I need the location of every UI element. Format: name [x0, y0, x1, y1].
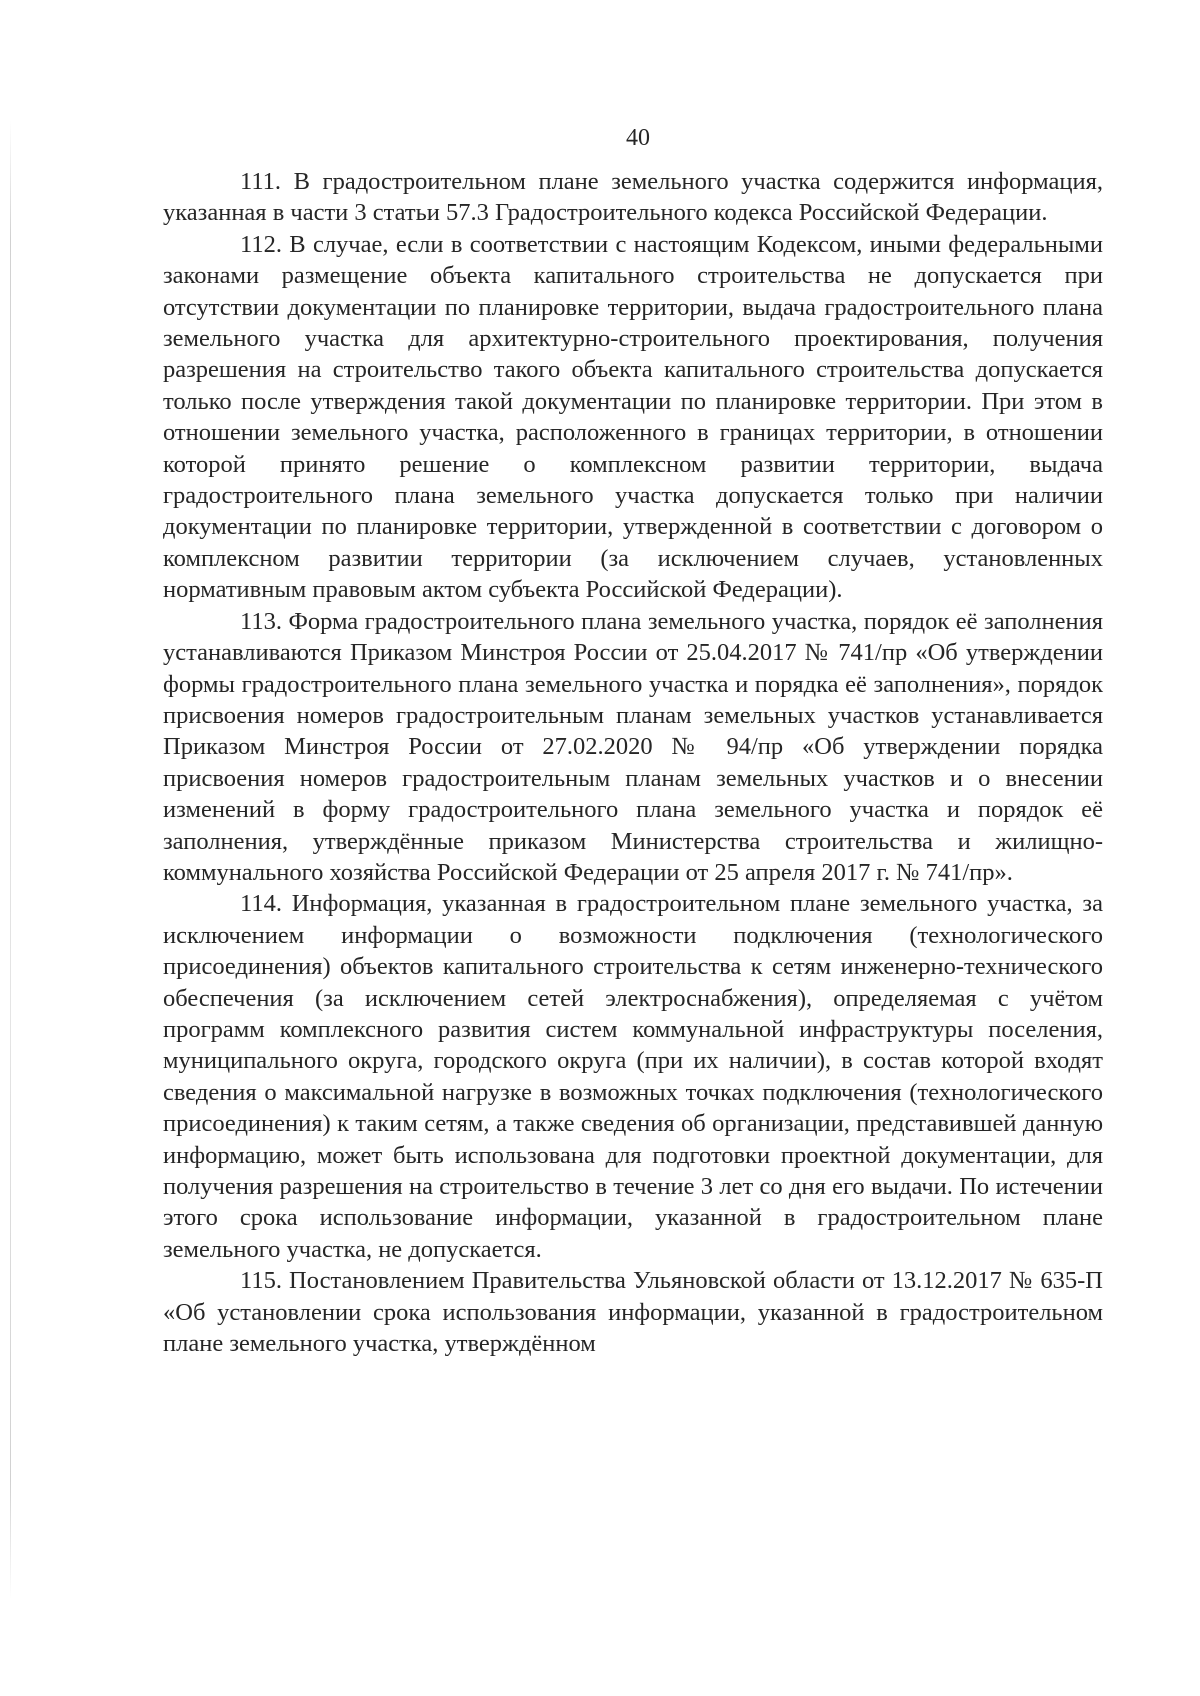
scan-edge-shadow	[10, 120, 11, 1600]
page-number: 40	[626, 125, 650, 151]
paragraph-113: 113. Форма градостроительного плана земельного участка, порядок её заполнения устанавливаются Приказом Минстроя России от 25.04.2017 № 741/пр «Об утверждении формы градостроительного плана земельного участка и порядка её заполнения», порядок присвоения номеров градостроительным планам земельных участков устанавливается Приказом Минстроя России от 27.02.2020 № 94/пр «Об утверждении порядка присвоения номеров градостроительным планам земельных участков и о внесении изменений в форму градостроительного плана земельного участка и порядок её заполнения, утверждённые приказом Министерства строительства и жилищно-коммунального хозяйства Российской Федерации от 25 апреля 2017 г. № 741/пр».	[163, 607, 1103, 886]
paragraph-112: 112. В случае, если в соответствии с настоящим Кодексом, иными федеральными законами размещение объекта капитального строительства не допускается при отсутствии документации по планировке территории, выдача градостроительного плана земельного участка для архитектурно-строительного проектирования, получения разрешения на строительство такого объекта капитального строительства допускается только после утверждения такой документации по планировке территории. При этом в отношении земельного участка, расположенного в границах территории, в отношении которой принято решение о комплексном развитии территории, выдача градостроительного плана земельного участка допускается только при наличии документации по планировке территории, утвержденной в соответствии с договором о комплексном развитии территории (за исключением случаев, установленных нормативным правовым актом субъекта Российской Федерации).	[163, 230, 1103, 604]
paragraph-115: 115. Постановлением Правительства Ульяновской области от 13.12.2017 № 635-П «Об установлении срока использования информации, указанной в градостроительном плане земельного участка, утверждённом	[163, 1267, 1103, 1358]
paragraph-111: 111. В градостроительном плане земельного участка содержится информация, указанная в части 3 статьи 57.3 Градостроительного кодекса Российской Федерации.	[163, 168, 1103, 227]
document-body	[163, 166, 1103, 1359]
paragraph-114: 114. Информация, указанная в градостроительном плане земельного участка, за исключением информации о возможности подключения (технологического присоединения) объектов капитального строительства к сетям инженерно-технического обеспечения (за исключением сетей электроснабжения), определяемая с учётом программ комплексного развития систем коммунальной инфраструктуры поселения, муниципального округа, городского округа (при их наличии), в состав которой входят сведения о максимальной нагрузке в возможных точках подключения (технологического присоединения) к таким сетям, а также сведения об организации, представившей данную информацию, может быть использована для подготовки проектной документации, для получения разрешения на строительство в течение 3 лет со дня его выдачи. По истечении этого срока использование информации, указанной в градостроительном плане земельного участка, не допускается.	[163, 890, 1103, 1263]
